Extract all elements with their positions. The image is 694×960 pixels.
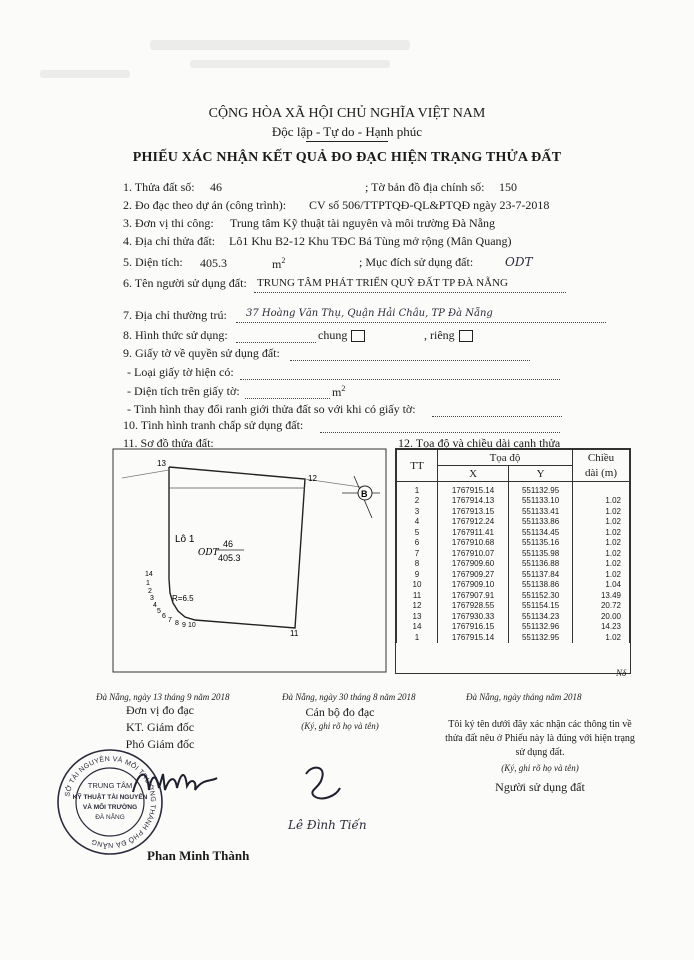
dotted-line [240,379,560,380]
parcel-sketch [112,448,387,673]
map-sheet-number: 150 [499,180,517,194]
cell-length: 1.02 [573,569,630,580]
cell-x: 1767911.41 [438,527,509,538]
contractor: Trung tâm Kỹ thuật tài nguyên và môi trường Đà Nẵng [230,216,496,230]
cell-tt: 1 [397,482,438,496]
table-row [397,538,630,549]
table-row [397,517,630,528]
cell-length: 13.49 [573,590,630,601]
cell-y: 551154.15 [509,601,573,612]
ownership-private: , riêng [424,328,473,343]
right-date: Đà Nẵng, ngày tháng năm 2018 [466,692,582,702]
bleed-through-mark [40,70,130,78]
cell-tt: 11 [397,590,438,601]
cell-tt: 8 [397,559,438,570]
cell-y: 551152.30 [509,590,573,601]
land-use-purpose-value: ODT [505,255,533,269]
cell-y: 551136.88 [509,559,573,570]
cell-x: 1767909.27 [438,569,509,580]
lot-label: Lô 1 [175,534,195,545]
table-row [397,548,630,559]
stamp-line-4: ĐÀ NẴNG [95,814,125,821]
col-y: Y [509,466,573,482]
field-6-label: 6. Tên người sử dụng đất: [123,276,247,290]
point-label-6: 6 [162,613,166,620]
point-label-9: 9 [182,622,186,629]
permanent-address: 37 Hoàng Văn Thụ, Quận Hải Châu, TP Đà Nẵng [246,308,493,319]
private-checkbox [459,330,473,342]
field-4-label: 4. Địa chỉ thửa đất: [123,234,216,248]
project-reference: CV số 506/TTPTQĐ-QL&PTQĐ ngày 23-7-2018 [309,198,550,212]
cell-x: 1767913.15 [438,506,509,517]
cell-x: 1767930.33 [438,611,509,622]
field-2-label: 2. Đo đạc theo dự án (công trình): [123,198,287,212]
table-row [397,622,630,633]
land-use-purpose-label: ; Mục đích sử dụng đất: [359,255,474,269]
col-coordinates: Tọa độ [438,450,573,466]
right-text-1: Tôi ký tên dưới đây xác nhận các thông tin về [448,719,632,730]
point-label-4: 4 [153,602,157,609]
field-9a-label: - Loại giấy tờ hiện có: [127,365,234,379]
table-row [397,527,630,538]
cell-x: 1767907.91 [438,590,509,601]
area-value: 405.3 [200,256,227,270]
cell-y: 551133.41 [509,506,573,517]
cell-length: 1.02 [573,538,630,549]
lot-code: ODT [198,548,219,558]
cell-y: 551132.95 [509,632,573,643]
cell-length [573,482,630,496]
dotted-line [254,292,566,293]
cell-x: 1767915.14 [438,482,509,496]
neighbor-line [122,470,169,478]
point-label-7: 7 [168,617,172,624]
field-3-label: 3. Đơn vị thi công: [123,216,214,230]
stamp-line-3: VÀ MÔI TRƯỜNG [82,804,138,811]
right-role: Người sử dụng đất [495,780,585,794]
lot-area: 405.3 [218,553,241,563]
stamp-line-1: TRUNG TÂM [87,781,133,790]
point-label-11: 11 [290,629,299,638]
north-arrow-label: B [361,489,368,499]
field-9-label: 9. Giấy tờ về quyền sử dụng đất: [123,346,280,360]
cell-length: 1.02 [573,559,630,570]
field-10-label: 10. Tình hình tranh chấp sử dụng đất: [123,418,304,432]
cell-tt: 12 [397,601,438,612]
cell-y: 551135.98 [509,548,573,559]
field-8-label: 8. Hình thức sử dụng: [123,328,228,342]
cell-length: 1.02 [573,496,630,507]
left-org: Đơn vị đo đạc [126,703,194,717]
mid-role: Cán bộ đo đạc [305,705,375,719]
cell-length: 1.02 [573,527,630,538]
cell-tt: 2 [397,496,438,507]
director-signature [125,760,225,805]
cell-x: 1767910.68 [438,538,509,549]
cell-tt: 9 [397,569,438,580]
cell-tt: 6 [397,538,438,549]
motto-underline [306,141,388,142]
bleed-through-mark [150,40,410,50]
parcel-boundary [169,467,305,628]
col-tt: TT [397,450,438,482]
sketch-frame [113,449,386,672]
table-row [397,611,630,622]
cell-length: 1.04 [573,580,630,591]
lot-number: 46 [223,539,234,549]
point-label-1: 1 [146,580,150,587]
cell-tt: 3 [397,506,438,517]
field-11-label: 11. Sơ đồ thửa đất: [123,436,214,450]
dotted-line [290,360,530,361]
left-date: Đà Nẵng, ngày 13 tháng 9 năm 2018 [96,692,230,702]
cell-tt: 7 [397,548,438,559]
field-9b-unit: $m^2$ [332,384,346,399]
field-1-label: 1. Thửa đất số: [123,180,195,194]
cell-y: 551138.86 [509,580,573,591]
cell-x: 1767914.13 [438,496,509,507]
area-unit: $m^2$ [272,256,286,271]
cell-tt: 1 [397,632,438,643]
right-text-2: thửa đất nêu ở Phiếu này là đúng với hiện trạng [445,733,635,744]
col-x: X [438,466,509,482]
table-row [397,601,630,612]
parcel-address: Lô1 Khu B2-12 Khu TĐC Bá Tùng mở rộng (Mân Quang) [229,234,512,248]
curve-radius-label: R=6.5 [172,594,194,603]
cell-length: 14.23 [573,622,630,633]
cell-y: 551135.16 [509,538,573,549]
field-12-label: 12. Tọa độ và chiều dài cạnh thửa [398,436,561,450]
cell-length: 20.72 [573,601,630,612]
point-label-2: 2 [148,588,152,595]
cell-y: 551132.96 [509,622,573,633]
cell-length: 1.02 [573,632,630,643]
cell-x: 1767909.60 [438,559,509,570]
left-role-2: Phó Giám đốc [125,737,195,751]
point-label-10: 10 [188,622,196,629]
right-note: (Ký, ghi rõ họ và tên) [501,763,579,773]
cell-length: 20.00 [573,611,630,622]
left-signer-name: Phan Minh Thành [147,848,250,863]
coordinate-table [396,449,630,643]
cell-tt: 5 [397,527,438,538]
cell-x: 1767909.10 [438,580,509,591]
field-9c-label: - Tình hình thay đổi ranh giới thửa đất so với khi có giấy tờ: [127,402,416,416]
left-role: KT. Giám đốc [125,720,195,734]
table-row [397,496,630,507]
table-row [397,590,630,601]
point-label-14: 14 [145,571,153,578]
mid-date: Đà Nẵng, ngày 30 tháng 8 năm 2018 [282,692,416,702]
point-label-13: 13 [157,459,166,468]
cell-x: 1767928.55 [438,601,509,612]
cell-y: 551134.45 [509,527,573,538]
mid-note: (Ký, ghi rõ họ và tên) [301,721,379,731]
cell-tt: 4 [397,517,438,528]
table-row [397,506,630,517]
cell-tt: 13 [397,611,438,622]
cell-x: 1767916.15 [438,622,509,633]
bleed-through-mark [190,60,390,68]
cell-x: 1767915.14 [438,632,509,643]
dotted-line [236,342,316,343]
point-label-12: 12 [308,474,317,483]
cell-y: 551133.86 [509,517,573,528]
right-text-3: sử dụng đất. [515,747,565,758]
stamp-ring-text: SỞ TÀI NGUYÊN VÀ MÔI TRƯỜNG THÀNH PHỐ ĐÀ NẴNG [64,755,157,849]
motto: Độc lập - Tự do - Hạnh phúc [271,124,423,139]
col-length-1: Chiều [573,450,630,466]
cell-y: 551137.84 [509,569,573,580]
col-length-2: dài (m) [573,466,630,482]
cell-length: 1.02 [573,517,630,528]
point-label-5: 5 [157,608,161,615]
cell-y: 551132.95 [509,482,573,496]
land-user-name: TRUNG TÂM PHÁT TRIỂN QUỸ ĐẤT TP ĐÀ NẴNG [257,277,508,289]
dotted-line [320,432,560,433]
stamp-line-2: KỸ THUẬT TÀI NGUYÊN [72,794,148,801]
document-title: PHIẾU XÁC NHẬN KẾT QUẢ ĐO ĐẠC HIỆN TRẠNG THỬA ĐẤT [132,150,562,165]
cell-x: 1767912.24 [438,517,509,528]
table-footnote: Nδ [616,668,627,678]
parcel-number: 46 [210,180,222,194]
dotted-line [245,398,330,399]
cell-tt: 10 [397,580,438,591]
table-row [397,482,630,496]
surveyor-signature [300,760,350,805]
cell-length: 1.02 [573,506,630,517]
cell-tt: 14 [397,622,438,633]
dotted-line [432,416,562,417]
field-7-label: 7. Địa chỉ thường trú: [123,308,227,322]
point-label-3: 3 [150,595,154,602]
field-5-label: 5. Diện tích: [123,255,183,269]
coordinate-table-frame [395,448,631,674]
table-row [397,632,630,643]
cell-x: 1767910.07 [438,548,509,559]
common-checkbox [351,330,365,342]
country-name: CỘNG HÒA XÃ HỘI CHỦ NGHĨA VIỆT NAM [208,106,486,121]
dotted-line [236,322,606,323]
table-row [397,580,630,591]
mid-signer-name: Lê Đình Tiến [288,818,367,832]
field-9b-label: - Diện tích trên giấy tờ: [127,384,240,398]
cell-y: 551133.10 [509,496,573,507]
cell-y: 551134.23 [509,611,573,622]
map-sheet-label: ; Tờ bản đồ địa chính số: [365,180,485,194]
table-row [397,569,630,580]
ownership-common: chung [318,328,365,343]
cell-length: 1.02 [573,548,630,559]
table-row [397,559,630,570]
point-label-8: 8 [175,620,179,627]
